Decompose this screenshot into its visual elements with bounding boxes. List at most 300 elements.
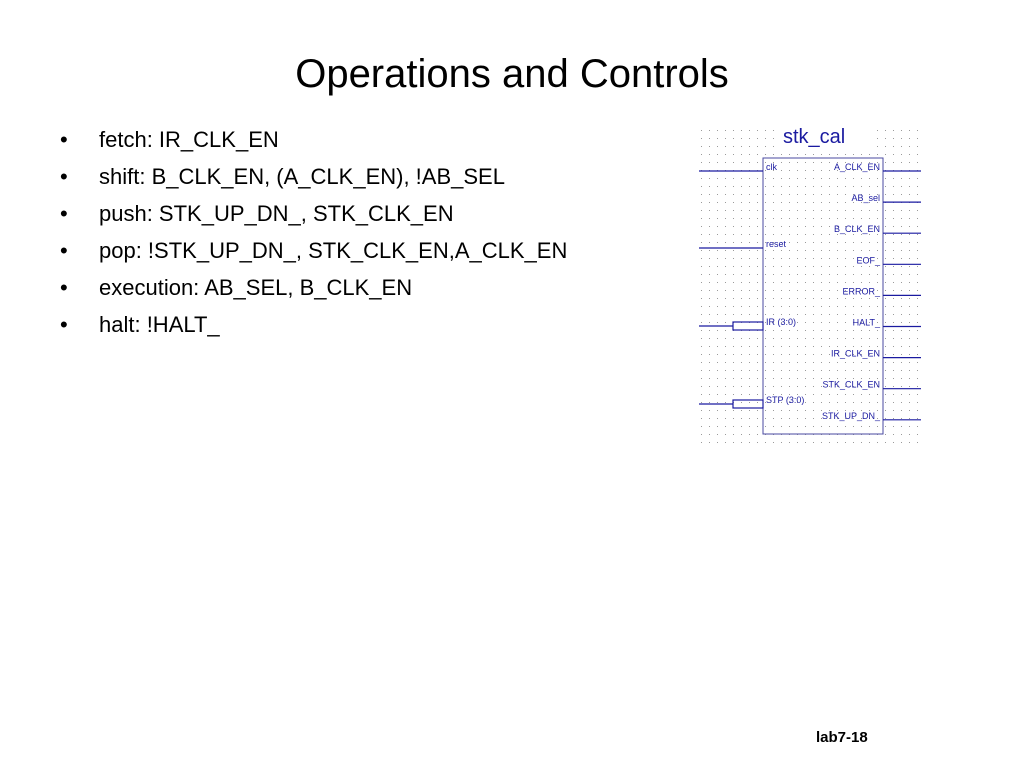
grid-dot: [741, 162, 742, 163]
grid-dot: [837, 218, 838, 219]
grid-dot: [805, 370, 806, 371]
grid-dot: [869, 186, 870, 187]
grid-dot: [869, 298, 870, 299]
grid-dot: [853, 330, 854, 331]
grid-dot: [901, 282, 902, 283]
grid-dot: [733, 186, 734, 187]
grid-dot: [917, 146, 918, 147]
grid-dot: [845, 218, 846, 219]
grid-dot: [909, 322, 910, 323]
grid-dot: [781, 290, 782, 291]
grid-dot: [845, 178, 846, 179]
grid-dot: [885, 282, 886, 283]
grid-dot: [709, 242, 710, 243]
grid-dot: [757, 426, 758, 427]
grid-dot: [773, 210, 774, 211]
grid-dot: [893, 282, 894, 283]
grid-dot: [821, 258, 822, 259]
grid-dot: [741, 250, 742, 251]
schematic-symbol: [695, 122, 925, 452]
grid-dot: [829, 282, 830, 283]
grid-dot: [781, 186, 782, 187]
grid-dot: [829, 298, 830, 299]
grid-dot: [893, 266, 894, 267]
grid-dot: [749, 306, 750, 307]
grid-dot: [901, 154, 902, 155]
grid-dot: [725, 250, 726, 251]
grid-dot: [885, 394, 886, 395]
grid-dot: [765, 386, 766, 387]
grid-dot: [797, 242, 798, 243]
grid-dot: [909, 306, 910, 307]
grid-dot: [725, 338, 726, 339]
grid-dot: [893, 138, 894, 139]
grid-dot: [733, 194, 734, 195]
grid-dot: [901, 370, 902, 371]
grid-dot: [917, 386, 918, 387]
grid-dot: [709, 370, 710, 371]
grid-dot: [709, 434, 710, 435]
grid-dot: [893, 370, 894, 371]
grid-dot: [813, 218, 814, 219]
grid-dot: [717, 394, 718, 395]
grid-dot: [717, 338, 718, 339]
grid-dot: [781, 338, 782, 339]
grid-dot: [853, 274, 854, 275]
grid-dot: [797, 410, 798, 411]
grid-dot: [861, 282, 862, 283]
grid-dot: [789, 354, 790, 355]
grid-dot: [717, 202, 718, 203]
grid-dot: [701, 242, 702, 243]
grid-dot: [885, 338, 886, 339]
grid-dot: [829, 170, 830, 171]
grid-dot: [893, 346, 894, 347]
grid-dot: [869, 426, 870, 427]
grid-dot: [709, 178, 710, 179]
grid-dot: [789, 314, 790, 315]
grid-dot: [845, 346, 846, 347]
grid-dot: [765, 426, 766, 427]
grid-dot: [717, 266, 718, 267]
grid-dot: [901, 130, 902, 131]
grid-dot: [717, 402, 718, 403]
grid-dot: [725, 386, 726, 387]
grid-dot: [837, 194, 838, 195]
grid-dot: [829, 162, 830, 163]
grid-dot: [773, 354, 774, 355]
grid-dot: [909, 442, 910, 443]
grid-dot: [845, 242, 846, 243]
grid-dot: [861, 394, 862, 395]
grid-dot: [829, 346, 830, 347]
grid-dot: [805, 346, 806, 347]
grid-dot: [861, 314, 862, 315]
grid-dot: [725, 218, 726, 219]
grid-dot: [757, 434, 758, 435]
grid-dot: [869, 266, 870, 267]
grid-dot: [757, 162, 758, 163]
grid-dot: [757, 378, 758, 379]
grid-dot: [725, 146, 726, 147]
grid-dot: [917, 346, 918, 347]
grid-dot: [741, 354, 742, 355]
bullet-dot: •: [60, 127, 68, 152]
grid-dot: [797, 298, 798, 299]
grid-dot: [805, 394, 806, 395]
grid-dot: [901, 306, 902, 307]
grid-dot: [733, 418, 734, 419]
grid-dot: [901, 378, 902, 379]
grid-dot: [717, 210, 718, 211]
grid-dot: [789, 226, 790, 227]
grid-dot: [909, 258, 910, 259]
grid-dot: [741, 130, 742, 131]
grid-dot: [901, 162, 902, 163]
grid-dot: [733, 282, 734, 283]
grid-dot: [909, 282, 910, 283]
grid-dot: [861, 154, 862, 155]
grid-dot: [885, 402, 886, 403]
grid-dot: [741, 410, 742, 411]
grid-dot: [797, 442, 798, 443]
grid-dot: [773, 266, 774, 267]
grid-dot: [757, 138, 758, 139]
grid-dot: [709, 162, 710, 163]
grid-dot: [725, 186, 726, 187]
grid-dot: [749, 218, 750, 219]
grid-dot: [701, 410, 702, 411]
grid-dot: [797, 274, 798, 275]
grid-dot: [773, 258, 774, 259]
grid-dot: [869, 282, 870, 283]
grid-dot: [797, 418, 798, 419]
grid-dot: [829, 362, 830, 363]
grid-dot: [917, 234, 918, 235]
grid-dot: [829, 314, 830, 315]
grid-dot: [709, 442, 710, 443]
grid-dot: [813, 234, 814, 235]
grid-dot: [845, 282, 846, 283]
grid-dot: [717, 386, 718, 387]
grid-dot: [917, 434, 918, 435]
grid-dot: [749, 410, 750, 411]
grid-dot: [741, 258, 742, 259]
grid-dot: [893, 418, 894, 419]
grid-dot: [869, 154, 870, 155]
grid-dot: [797, 202, 798, 203]
grid-dot: [885, 322, 886, 323]
grid-dot: [701, 306, 702, 307]
grid-dot: [741, 178, 742, 179]
grid-dot: [837, 154, 838, 155]
grid-dot: [757, 402, 758, 403]
grid-dot: [797, 258, 798, 259]
grid-dot: [765, 354, 766, 355]
grid-dot: [717, 410, 718, 411]
grid-dot: [917, 258, 918, 259]
grid-dot: [885, 266, 886, 267]
grid-dot: [741, 426, 742, 427]
grid-dot: [837, 338, 838, 339]
grid-dot: [757, 442, 758, 443]
output-pin-label: A_CLK_EN: [833, 162, 880, 172]
grid-dot: [757, 298, 758, 299]
grid-dot: [861, 370, 862, 371]
grid-dot: [781, 162, 782, 163]
grid-dot: [741, 402, 742, 403]
grid-dot: [869, 218, 870, 219]
grid-dot: [749, 354, 750, 355]
grid-dot: [805, 410, 806, 411]
grid-dot: [877, 338, 878, 339]
grid-dot: [829, 178, 830, 179]
grid-dot: [805, 362, 806, 363]
grid-dot: [805, 218, 806, 219]
grid-dot: [749, 138, 750, 139]
grid-dot: [845, 330, 846, 331]
grid-dot: [805, 210, 806, 211]
grid-dot: [917, 130, 918, 131]
grid-dot: [813, 378, 814, 379]
grid-dot: [805, 274, 806, 275]
grid-dot: [861, 242, 862, 243]
grid-dot: [829, 242, 830, 243]
grid-dot: [853, 338, 854, 339]
grid-dot: [725, 442, 726, 443]
bullet-dot: •: [60, 238, 68, 263]
grid-dot: [773, 250, 774, 251]
grid-dot: [805, 418, 806, 419]
grid-dot: [829, 402, 830, 403]
grid-dot: [885, 434, 886, 435]
output-pin-label: AB_sel: [851, 193, 880, 204]
grid-dot: [813, 274, 814, 275]
grid-dot: [781, 314, 782, 315]
grid-dot: [701, 154, 702, 155]
grid-dot: [757, 362, 758, 363]
grid-dot: [917, 362, 918, 363]
grid-dot: [917, 338, 918, 339]
grid-dot: [733, 226, 734, 227]
grid-dot: [781, 330, 782, 331]
grid-dot: [733, 250, 734, 251]
grid-dot: [797, 290, 798, 291]
grid-dot: [765, 234, 766, 235]
grid-dot: [893, 218, 894, 219]
bullet-text: halt: !HALT_: [99, 312, 220, 337]
grid-dot: [837, 426, 838, 427]
grid-dot: [909, 266, 910, 267]
grid-dot: [845, 370, 846, 371]
grid-dot: [725, 362, 726, 363]
grid-dot: [709, 314, 710, 315]
grid-dot: [885, 162, 886, 163]
grid-dot: [805, 338, 806, 339]
output-pin-label: HALT_: [852, 317, 880, 328]
grid-dot: [869, 178, 870, 179]
grid-dot: [789, 306, 790, 307]
grid-dot: [725, 418, 726, 419]
grid-dot: [861, 178, 862, 179]
grid-dot: [813, 178, 814, 179]
grid-dot: [749, 130, 750, 131]
grid-dot: [733, 258, 734, 259]
grid-dot: [813, 202, 814, 203]
grid-dot: [885, 386, 886, 387]
grid-dot: [821, 322, 822, 323]
grid-dot: [709, 402, 710, 403]
bullet-dot: •: [60, 275, 68, 300]
grid-dot: [917, 298, 918, 299]
grid-dot: [765, 274, 766, 275]
grid-dot: [701, 346, 702, 347]
grid-dot: [789, 346, 790, 347]
grid-dot: [701, 130, 702, 131]
grid-dot: [717, 314, 718, 315]
grid-dot: [789, 442, 790, 443]
grid-dot: [701, 194, 702, 195]
grid-dot: [717, 130, 718, 131]
input-pins: [699, 162, 804, 408]
grid-dot: [813, 330, 814, 331]
grid-dot: [717, 426, 718, 427]
grid-dot: [725, 370, 726, 371]
input-pin-label: STP (3:0): [766, 395, 805, 405]
grid-dot: [901, 386, 902, 387]
grid-dot: [829, 330, 830, 331]
grid-dot: [797, 162, 798, 163]
grid-dot: [821, 178, 822, 179]
grid-dot: [869, 442, 870, 443]
grid-dot: [901, 138, 902, 139]
grid-dot: [749, 402, 750, 403]
grid-dot: [773, 146, 774, 147]
grid-dot: [853, 258, 854, 259]
grid-dot: [845, 402, 846, 403]
grid-dot: [773, 218, 774, 219]
grid-dot: [909, 130, 910, 131]
grid-dot: [701, 322, 702, 323]
grid-dot: [901, 418, 902, 419]
grid-dot: [877, 250, 878, 251]
grid-dot: [885, 218, 886, 219]
grid-dot: [709, 298, 710, 299]
grid-dot: [765, 250, 766, 251]
grid-dot: [917, 410, 918, 411]
grid-dot: [813, 210, 814, 211]
grid-dot: [813, 258, 814, 259]
grid-dot: [765, 290, 766, 291]
grid-dot: [757, 178, 758, 179]
grid-dot: [893, 314, 894, 315]
grid-dot: [837, 242, 838, 243]
grid-dot: [845, 394, 846, 395]
grid-dot: [741, 306, 742, 307]
grid-dot: [773, 378, 774, 379]
grid-dot: [781, 410, 782, 411]
grid-dot: [741, 290, 742, 291]
grid-dot: [797, 218, 798, 219]
grid-dot: [725, 378, 726, 379]
slide-title: Operations and Controls: [295, 52, 729, 96]
grid-dot: [853, 362, 854, 363]
grid-dot: [717, 346, 718, 347]
grid-dot: [773, 298, 774, 299]
grid-dot: [781, 442, 782, 443]
grid-dot: [709, 186, 710, 187]
grid-dot: [877, 330, 878, 331]
bullet-text: fetch: IR_CLK_EN: [99, 127, 279, 152]
grid-dot: [749, 314, 750, 315]
grid-dot: [869, 242, 870, 243]
grid-dot: [757, 226, 758, 227]
grid-dot: [893, 306, 894, 307]
grid-dot: [741, 338, 742, 339]
grid-dot: [901, 394, 902, 395]
grid-dot: [789, 330, 790, 331]
grid-dot: [853, 154, 854, 155]
grid-dot: [757, 314, 758, 315]
grid-dot: [901, 218, 902, 219]
grid-dot: [901, 362, 902, 363]
grid-dot: [885, 298, 886, 299]
grid-dot: [741, 218, 742, 219]
grid-dot: [837, 330, 838, 331]
grid-dot: [741, 242, 742, 243]
grid-dot: [829, 290, 830, 291]
grid-dot: [749, 370, 750, 371]
grid-dot: [749, 186, 750, 187]
grid-dot: [789, 186, 790, 187]
grid-dot: [757, 186, 758, 187]
grid-dot: [749, 266, 750, 267]
grid-dot: [757, 242, 758, 243]
grid-dot: [805, 162, 806, 163]
grid-dot: [853, 442, 854, 443]
grid-dot: [709, 250, 710, 251]
grid-dot: [797, 170, 798, 171]
grid-dot: [717, 234, 718, 235]
grid-dot: [893, 442, 894, 443]
grid-dot: [821, 250, 822, 251]
grid-dot: [885, 226, 886, 227]
grid-dot: [709, 362, 710, 363]
grid-dot: [885, 306, 886, 307]
grid-dot: [805, 290, 806, 291]
output-pin-label: STK_UP_DN_: [821, 410, 880, 421]
grid-dot: [901, 290, 902, 291]
grid-dot: [877, 218, 878, 219]
grid-dot: [725, 314, 726, 315]
grid-dot: [909, 274, 910, 275]
grid-dot: [701, 186, 702, 187]
grid-dot: [749, 162, 750, 163]
grid-dot: [757, 386, 758, 387]
grid-dot: [709, 154, 710, 155]
grid-dot: [781, 378, 782, 379]
grid-dot: [829, 194, 830, 195]
grid-dot: [733, 410, 734, 411]
grid-dot: [893, 290, 894, 291]
grid-dot: [701, 234, 702, 235]
grid-dot: [909, 250, 910, 251]
grid-dot: [701, 418, 702, 419]
grid-dot: [741, 202, 742, 203]
output-pins: [822, 162, 921, 421]
grid-dot: [773, 282, 774, 283]
grid-dot: [701, 258, 702, 259]
